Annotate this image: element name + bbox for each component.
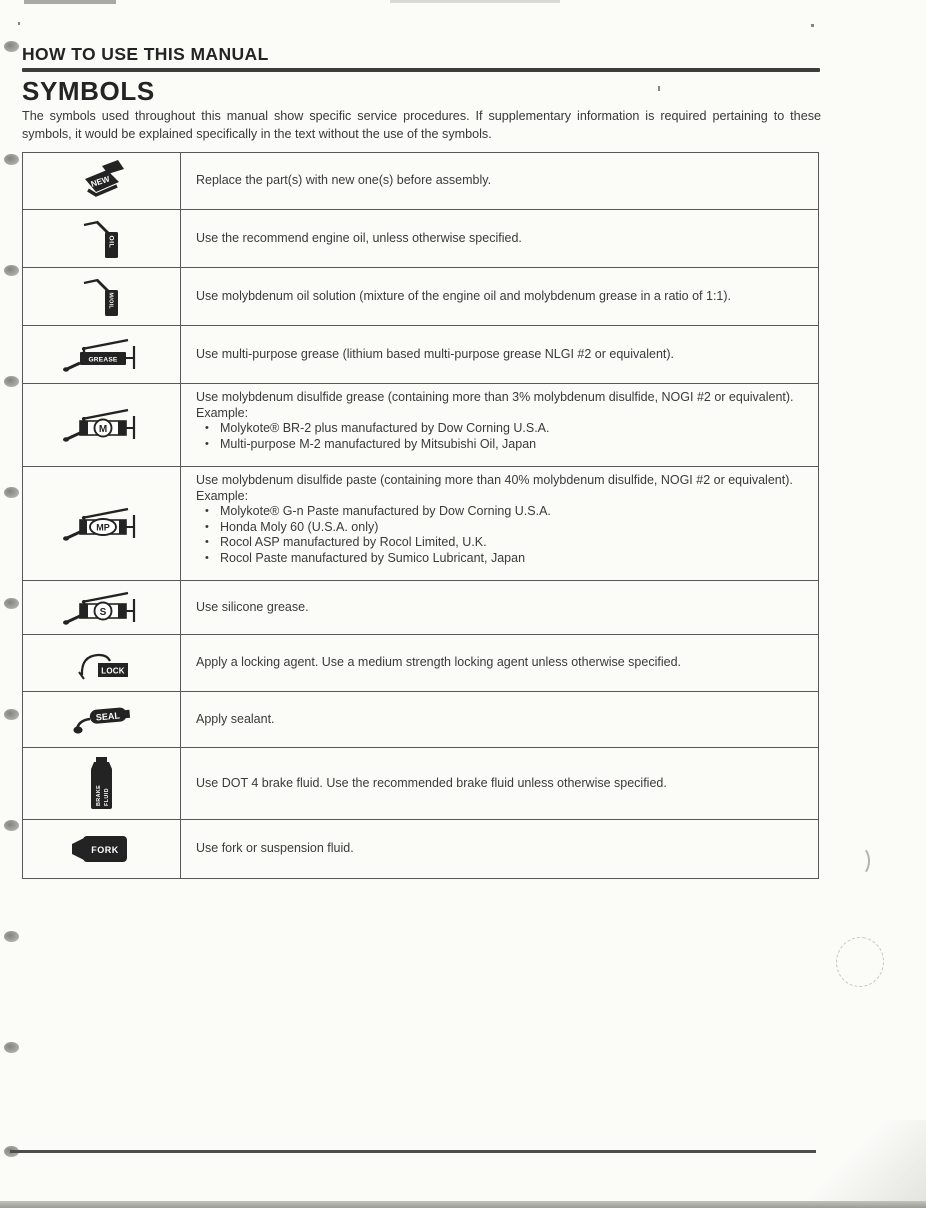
description-cell xyxy=(181,692,818,747)
table-row xyxy=(23,467,818,581)
symbol-description: Use multi-purpose grease (lithium based multi-purpose grease NLGI #2 or equivalent). xyxy=(196,346,675,361)
scan-artifact xyxy=(390,0,560,3)
binder-hole xyxy=(4,820,19,831)
sealant-icon xyxy=(70,700,134,740)
binder-hole xyxy=(4,154,19,165)
symbol-description: Apply sealant. xyxy=(196,711,275,726)
scan-artifact xyxy=(850,846,870,876)
molybdenum-oil-icon xyxy=(79,275,125,319)
table-row xyxy=(23,635,818,692)
example-item: • Molykote® BR-2 plus manufactured by Dow Corning U.S.A. xyxy=(196,421,808,437)
description-cell xyxy=(181,153,818,209)
symbol-description: Use molybdenum oil solution (mixture of the engine oil and molybdenum grease in a ratio of 1:1). xyxy=(196,288,732,303)
binder-hole xyxy=(4,709,19,720)
description-cell xyxy=(181,581,818,634)
table-row xyxy=(23,748,818,820)
scan-edge-band xyxy=(0,1201,926,1208)
example-item: • Rocol Paste manufactured by Sumico Lubricant, Japan xyxy=(196,551,808,567)
symbols-table xyxy=(22,152,819,879)
grease-gun-icon xyxy=(62,336,142,374)
table-row xyxy=(23,326,818,384)
symbol-description: Use DOT 4 brake fluid. Use the recommended brake fluid unless otherwise specified. xyxy=(196,775,667,790)
scan-artifact xyxy=(24,0,116,4)
description-cell xyxy=(181,210,818,267)
symbol-cell xyxy=(23,384,181,466)
intro-paragraph: The symbols used throughout this manual show specific service procedures. If supplementary information is required pertaining to these symbols, it would be explained specifically in the text without the use of the symbols. xyxy=(22,109,821,141)
description-cell xyxy=(181,820,818,878)
header-rule xyxy=(22,68,820,72)
symbol-description: Use molybdenum disulfide grease (containing more than 3% molybdenum disulfide, NOGI #2 or equivalent). xyxy=(196,390,794,404)
symbol-cell xyxy=(23,581,181,634)
brake-fluid-icon xyxy=(85,756,119,812)
example-item: • Honda Moly 60 (U.S.A. only) xyxy=(196,520,808,536)
fork-fluid-icon xyxy=(69,833,135,865)
brake-fluid-icon-label-line2: FLUID xyxy=(103,787,110,806)
mp-paste-icon-label: MP xyxy=(95,522,110,532)
silicone-grease-gun-icon xyxy=(62,589,142,627)
binder-hole xyxy=(4,931,19,942)
table-row xyxy=(23,581,818,635)
scan-artifact xyxy=(833,934,887,990)
molybdenum-grease-gun-icon xyxy=(62,406,142,444)
description-cell xyxy=(181,635,818,691)
section-header: HOW TO USE THIS MANUAL xyxy=(22,44,269,64)
example-heading: Example: xyxy=(196,405,249,420)
symbol-cell xyxy=(23,467,181,580)
symbol-cell xyxy=(23,210,181,267)
example-item: • Rocol ASP manufactured by Rocol Limited, U.K. xyxy=(196,535,808,551)
symbol-cell xyxy=(23,748,181,819)
scan-artifact xyxy=(726,1120,926,1208)
scan-artifact xyxy=(811,24,814,27)
scan-artifact xyxy=(18,22,20,25)
binder-hole xyxy=(4,487,19,498)
symbol-cell xyxy=(23,326,181,383)
description-cell xyxy=(181,384,818,466)
symbol-description: Use silicone grease. xyxy=(196,599,309,614)
silicone-icon-label: S xyxy=(99,606,106,618)
binder-hole xyxy=(4,598,19,609)
binder-hole xyxy=(4,1042,19,1053)
symbol-description: Use fork or suspension fluid. xyxy=(196,841,354,856)
symbol-cell xyxy=(23,820,181,878)
grease-icon-label: GREASE xyxy=(87,355,118,363)
description-cell xyxy=(181,268,818,325)
lock-icon-label: LOCK xyxy=(100,666,125,676)
table-row xyxy=(23,820,818,878)
locking-agent-icon xyxy=(72,642,132,684)
example-heading: Example: xyxy=(196,488,249,503)
table-row xyxy=(23,210,818,268)
description-cell xyxy=(181,467,818,580)
table-row xyxy=(23,692,818,748)
example-item: • Molykote® G-n Paste manufactured by Dow Corning U.S.A. xyxy=(196,504,808,520)
description-cell xyxy=(181,748,818,819)
example-item: • Multi-purpose M-2 manufactured by Mitsubishi Oil, Japan xyxy=(196,437,808,453)
m-grease-icon-label: M xyxy=(98,423,107,435)
scan-artifact xyxy=(658,86,660,91)
seal-icon-label: SEAL xyxy=(94,709,120,722)
symbol-cell xyxy=(23,692,181,747)
footer-rule xyxy=(10,1150,816,1153)
description-cell xyxy=(181,326,818,383)
symbol-cell xyxy=(23,268,181,325)
symbol-cell xyxy=(23,153,181,209)
symbol-description: Replace the part(s) with new one(s) before assembly. xyxy=(196,173,492,188)
molybdenum-paste-gun-icon xyxy=(62,505,142,543)
table-row xyxy=(23,153,818,210)
binder-hole xyxy=(4,265,19,276)
binder-hole xyxy=(4,41,19,52)
fork-icon-label: FORK xyxy=(90,845,119,855)
brake-fluid-icon-label-line1: BRAKE xyxy=(95,784,102,806)
symbol-description: Use the recommend engine oil, unless otherwise specified. xyxy=(196,230,522,245)
symbol-cell xyxy=(23,635,181,691)
new-parts-icon xyxy=(79,159,125,203)
binder-hole xyxy=(4,376,19,387)
symbol-description: Use molybdenum disulfide paste (containing more than 40% molybdenum disulfide, NOGI #2 or equivalent). xyxy=(196,473,793,487)
symbol-description: Apply a locking agent. Use a medium strength locking agent unless otherwise specified. xyxy=(196,655,681,670)
engine-oil-icon xyxy=(79,217,125,261)
table-row xyxy=(23,268,818,326)
new-icon-label: NEW xyxy=(89,174,111,189)
m-oil-icon-label: M/OIL xyxy=(107,292,113,309)
page-title: SYMBOLS xyxy=(22,76,155,106)
table-row xyxy=(23,384,818,467)
oil-icon-label: OIL xyxy=(107,235,114,248)
